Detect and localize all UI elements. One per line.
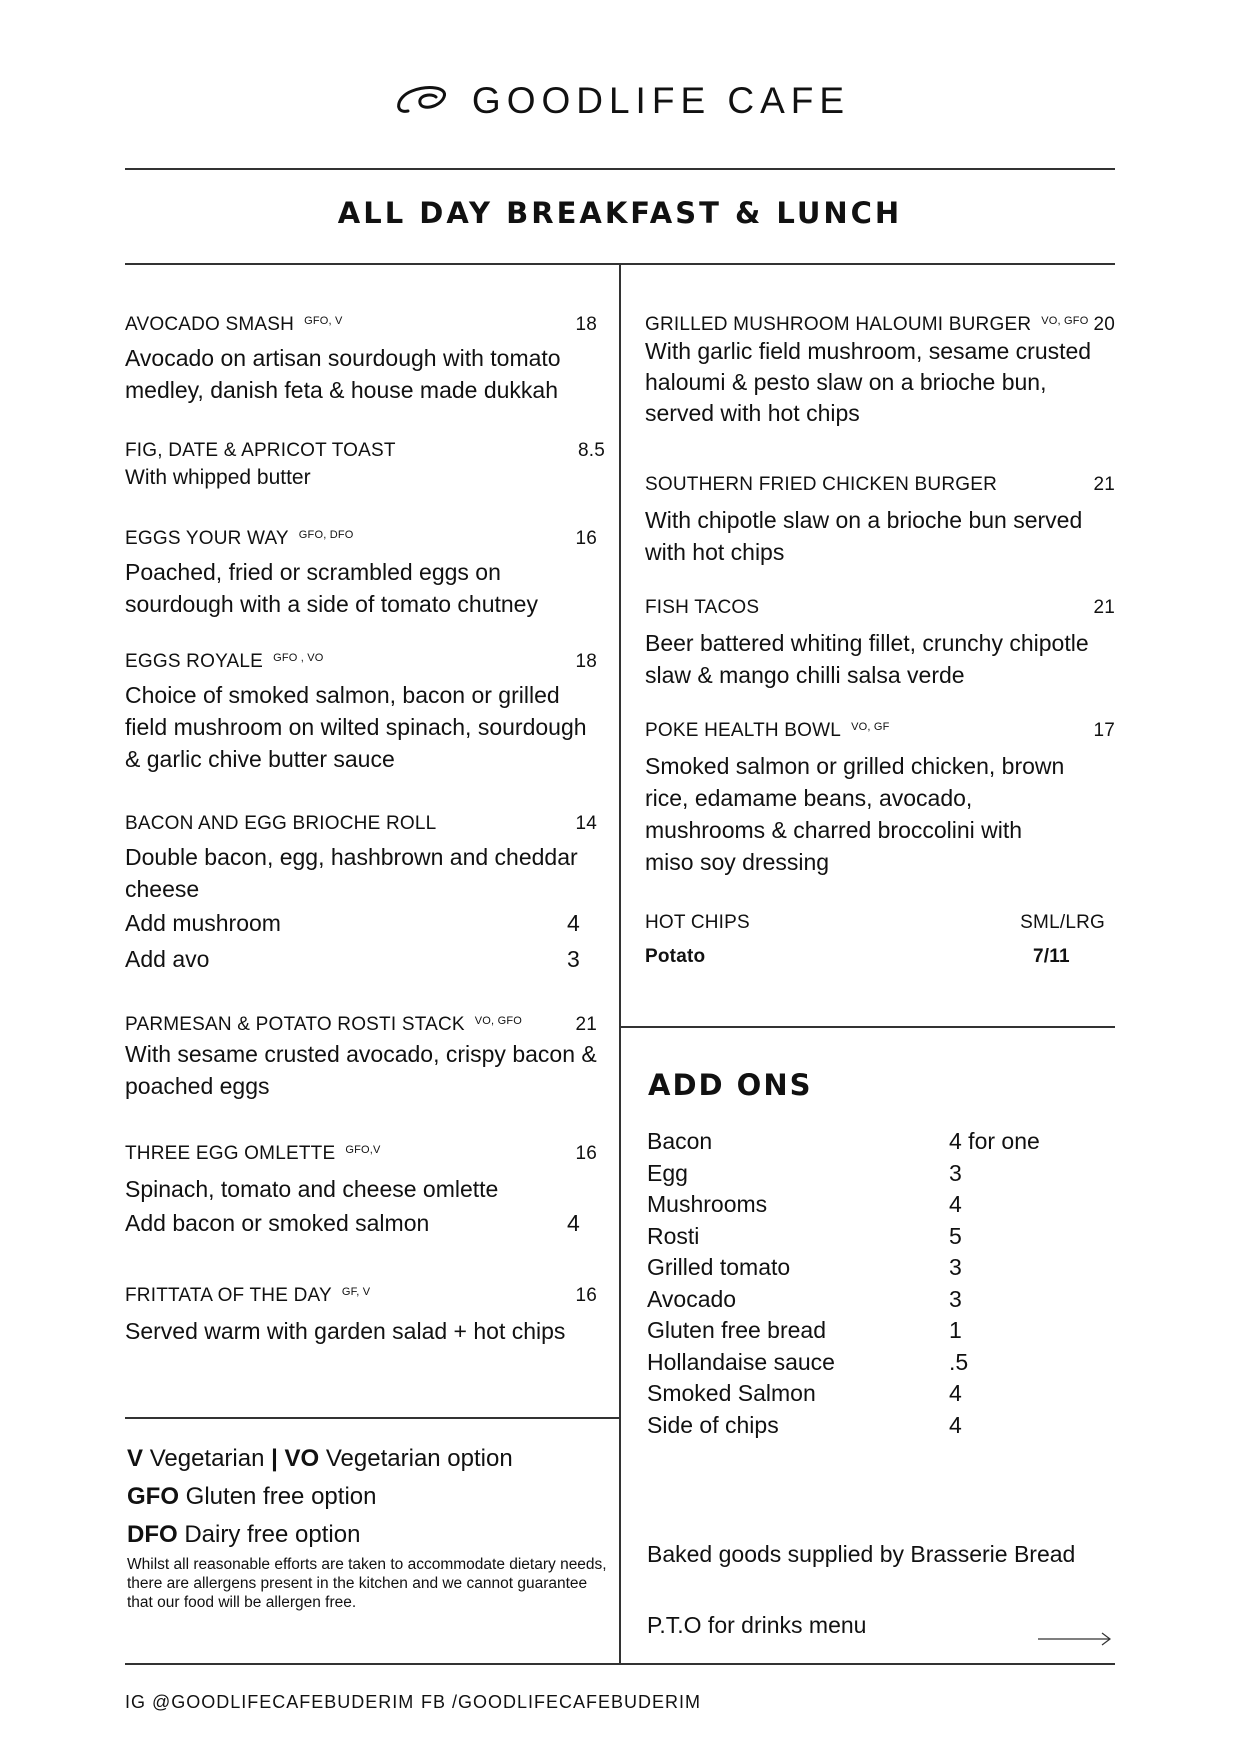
legend-divider [125,1417,620,1419]
instagram-handle: IG @GOODLIFECAFEBUDERIM [125,1692,415,1712]
dietary-tags: GF, V [341,1286,371,1298]
addon-row: Smoked Salmon 4 [647,1380,962,1406]
arrow-right-icon [1038,1632,1112,1646]
menu-item [125,528,597,620]
dietary-tags: GFO, V [304,315,343,327]
item-name: SOUTHERN FRIED CHICKEN BURGER [645,474,998,495]
menu-item [125,1014,597,1102]
item-name: FRITTATA OF THE DAY $^{GF, V}$ [125,1285,371,1306]
size-label: SML/LRG [1020,912,1105,933]
addon-row: Egg 3 [647,1159,962,1186]
addon-row: Bacon 4 for one [647,1128,1040,1154]
header-divider [125,168,1115,170]
dietary-tags: VO, GFO [1041,315,1089,327]
item-description: With sesame crusted avocado, crispy bacon & poached eggs [125,1041,597,1099]
item-name: PARMESAN & POTATO ROSTI STACK $^{VO, GFO}$ [125,1014,523,1035]
footer-divider [125,1663,1115,1665]
item-name: FISH TACOS [645,597,760,618]
item-description: Beer battered whiting fillet, crunchy chipotle slaw & mango chilli salsa verde [645,630,1089,688]
item-description: Poached, fried or scrambled eggs on sourdough with a side of tomato chutney [125,559,538,617]
dietary-tags: GFO , VO [273,652,324,664]
bakery-note: Baked goods supplied by Brasserie Bread [647,1541,1076,1567]
dietary-tags: VO, GFO [474,1015,523,1027]
item-description: Spinach, tomato and cheese omlette [125,1176,499,1202]
menu-item [645,314,1115,429]
dietary-tags: GFO,V [345,1144,381,1156]
item-description: Avocado on artisan sourdough with tomato medley, danish feta & house made dukkah [125,345,561,403]
item-name: HOT CHIPS [645,912,750,933]
menu-item [125,651,597,775]
item-description: Choice of smoked salmon, bacon or grilled field mushroom on wilted spinach, sourdough & garlic chive butter sauce [125,682,587,772]
item-description: With garlic field mushroom, sesame crusted haloumi & pesto slaw on a brioche bun, served with hot chips [645,338,1092,426]
allergen-note: Whilst all reasonable efforts are taken to accommodate dietary needs, there are allergens present in the kitchen and we cannot guarantee that our food will be allergen free. [127,1556,607,1611]
goodlife-logo-icon [390,81,452,121]
brand-header [0,80,1240,122]
item-price: 7/11 [1033,946,1070,967]
addon-row: Avocado 3 [647,1285,962,1312]
item-price: 8.5 [577,440,605,461]
item-description: With chipotle slaw on a brioche bun served with hot chips [645,507,1083,565]
item-description: Smoked salmon or grilled chicken, brown rice, edamame beans, avocado, mushrooms & charred broccolini with miso soy dressing [645,753,1065,875]
addon-row: Grilled tomato 3 [647,1254,962,1280]
dietary-tags: VO, GF [851,721,890,733]
menu-item [645,720,1115,878]
item-name: BACON AND EGG BRIOCHE ROLL [125,813,437,834]
item-price: 21 [1093,474,1115,495]
item-price: 20 [1093,314,1115,335]
item-extra: Add mushroom 4 [125,910,580,936]
menu-item [125,314,597,406]
menu-item [645,474,1115,568]
item-price: 16 [575,528,597,549]
item-name: AVOCADO SMASH $^{GFO, V}$ [125,314,343,335]
brand-name: GOODLIFE CAFE [471,80,851,121]
menu-item [645,597,1115,691]
item-name: GRILLED MUSHROOM HALOUMI BURGER $^{VO, GFO}$ [645,314,1089,335]
item-price: 21 [575,1014,597,1035]
addons-divider [620,1026,1115,1028]
dietary-tags: GFO, DFO [298,529,354,541]
item-price: 17 [1093,720,1115,741]
item-description: With whipped butter [125,466,311,489]
item-name: EGGS ROYALE $^{GFO , VO}$ [125,651,324,672]
item-price: 16 [575,1285,597,1306]
menu-item [125,1143,597,1241]
menu-item [125,813,597,977]
addons-title: ADD ONS [648,1068,813,1102]
item-description: Served warm with garden salad + hot chips [125,1318,566,1344]
item-price: 14 [575,813,597,834]
item-price: 16 [575,1143,597,1164]
item-name: THREE EGG OMLETTE $^{GFO,V}$ [125,1143,381,1164]
item-name: FIG, DATE & APRICOT TOAST [125,440,396,461]
item-name: POKE HEALTH BOWL $^{VO, GF}$ [645,720,890,741]
pto-note: P.T.O for drinks menu [647,1612,867,1638]
item-extra: Add bacon or smoked salmon 4 [125,1210,580,1236]
item-price: 18 [575,314,597,335]
dietary-legend: V Vegetarian | VO Vegetarian option GFO Gluten free option DFO Dairy free option Whilst all reasonable efforts are taken to accommodate dietary needs, there are allergens present in the kitchen and we cannot guarantee that our food will be allergen free. [127,1445,607,1611]
addon-row: Hollandaise sauce .5 [647,1348,969,1375]
item-extra: Add avo 3 [125,946,580,972]
item-price: 21 [1093,597,1115,618]
menu-item [125,1285,597,1347]
addons-list [647,1126,1067,1441]
item-name: EGGS YOUR WAY $^{GFO, DFO}$ [125,528,354,549]
addon-row: Side of chips 4 [647,1411,962,1438]
item-description: Double bacon, egg, hashbrown and cheddar cheese [125,844,578,902]
facebook-handle: FB /GOODLIFECAFEBUDERIM [421,1692,702,1712]
column-divider [619,263,621,1663]
addon-row: Rosti 5 [647,1222,962,1249]
menu-item [125,440,605,492]
addon-row: Mushrooms 4 [647,1191,962,1217]
section-title: ALL DAY BREAKFAST & LUNCH [337,196,903,230]
item-variant: Potato [645,946,706,967]
hot-chips-item [645,912,1105,968]
item-price: 18 [575,651,597,672]
addon-row: Gluten free bread 1 [647,1317,962,1343]
